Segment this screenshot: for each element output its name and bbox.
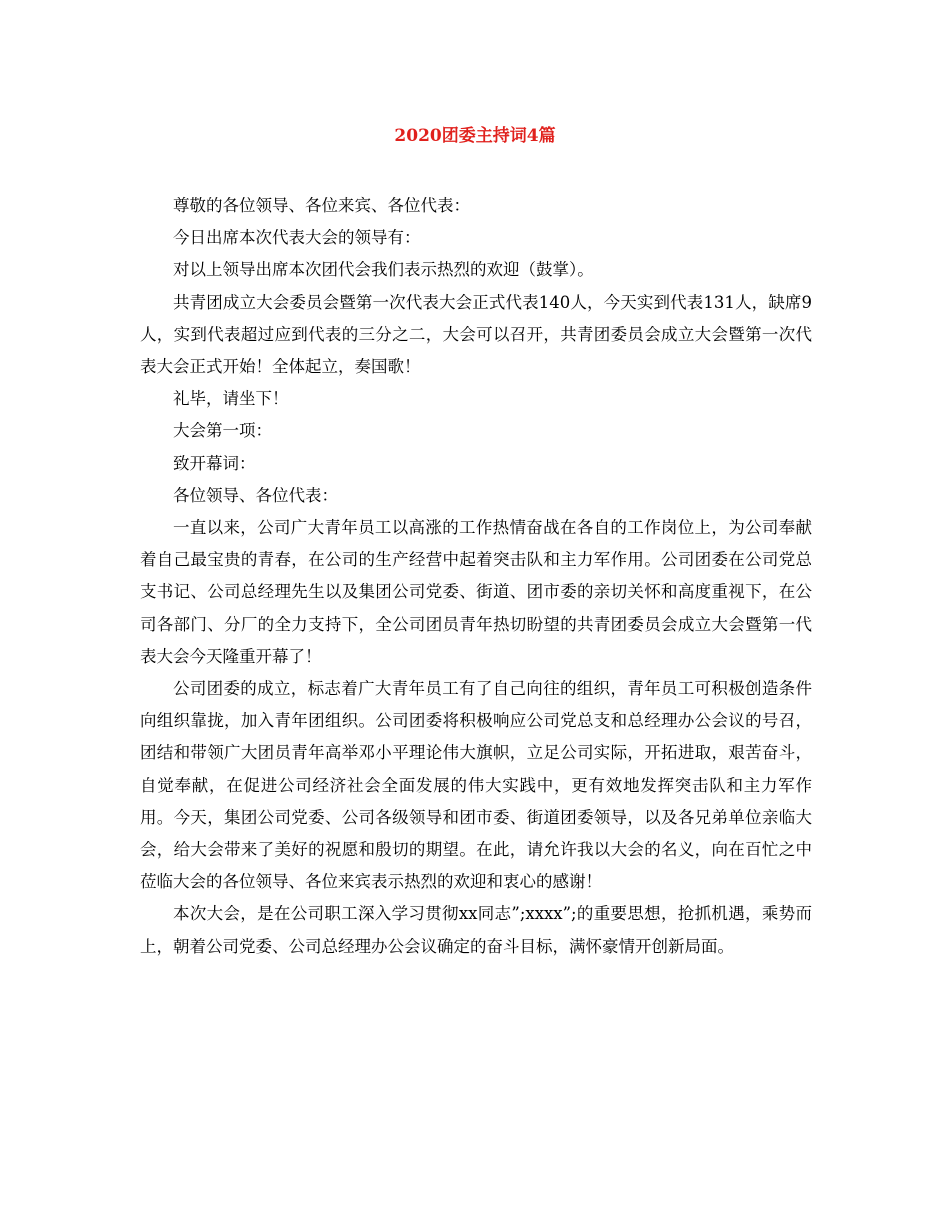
paragraph: 共青团成立大会委员会暨第一次代表大会正式代表140人，今天实到代表131人，缺席9人，实到代表超过应到代表的三分之二，大会可以召开，共青团委员会成立大会暨第一次代表大会正式开始！全体起立，奏国歌！ bbox=[140, 292, 812, 377]
paragraph: 公司团委的成立，标志着广大青年员工有了自己向往的组织，青年员工可积极创造条件向组织靠拢，加入青年团组织。公司团委将积极响应公司党总支和总经理办公会议的号召，团结和带领广大团员青年高举邓小平理论伟大旗帜，立足公司实际，开拓进取，艰苦奋斗，自觉奉献，在促进公司经济社会全面发展的伟大实践中，更有效地发挥突击队和主力军作用。今天，集团公司党委、公司各级领导和团市委、街道团委领导，以及各兄弟单位亲临大会，给大会带来了美好的祝愿和殷切的期望。在此，请允许我以大会的名义，向在百忙之中莅临大会的各位领导、各位来宾表示热烈的欢迎和衷心的感谢！ bbox=[140, 679, 812, 892]
document-body bbox=[140, 190, 812, 963]
paragraph: 一直以来，公司广大青年员工以高涨的工作热情奋战在各自的工作岗位上，为公司奉献着自己最宝贵的青春，在公司的生产经营中起着突击队和主力军作用。公司团委在公司党总支书记、公司总经理先生以及集团公司党委、街道、团市委的亲切关怀和高度重视下，在公司各部门、分厂的全力支持下，全公司团员青年热切盼望的共青团委员会成立大会暨第一代表大会今天隆重开幕了！ bbox=[140, 518, 812, 666]
paragraph: 大会第一项： bbox=[173, 421, 272, 441]
paragraph: 尊敬的各位领导、各位来宾、各位代表： bbox=[173, 196, 470, 215]
paragraph: 各位领导、各位代表： bbox=[173, 485, 338, 505]
paragraph: 今日出席本次代表大会的领导有： bbox=[173, 228, 421, 248]
paragraph: 对以上领导出席本次团代会我们表示热烈的欢迎（鼓掌）。 bbox=[173, 260, 594, 280]
document-title: 2020团委主持词4篇 bbox=[394, 126, 556, 146]
paragraph: 礼毕，请坐下！ bbox=[173, 389, 289, 409]
paragraph: 本次大会，是在公司职工深入学习贯彻xx同志”;xxxx”;的重要思想，抢抓机遇，乘势而上，朝着公司党委、公司总经理办公会议确定的奋斗目标，满怀豪情开创新局面。 bbox=[140, 904, 812, 956]
paragraph: 致开幕词： bbox=[173, 453, 256, 473]
